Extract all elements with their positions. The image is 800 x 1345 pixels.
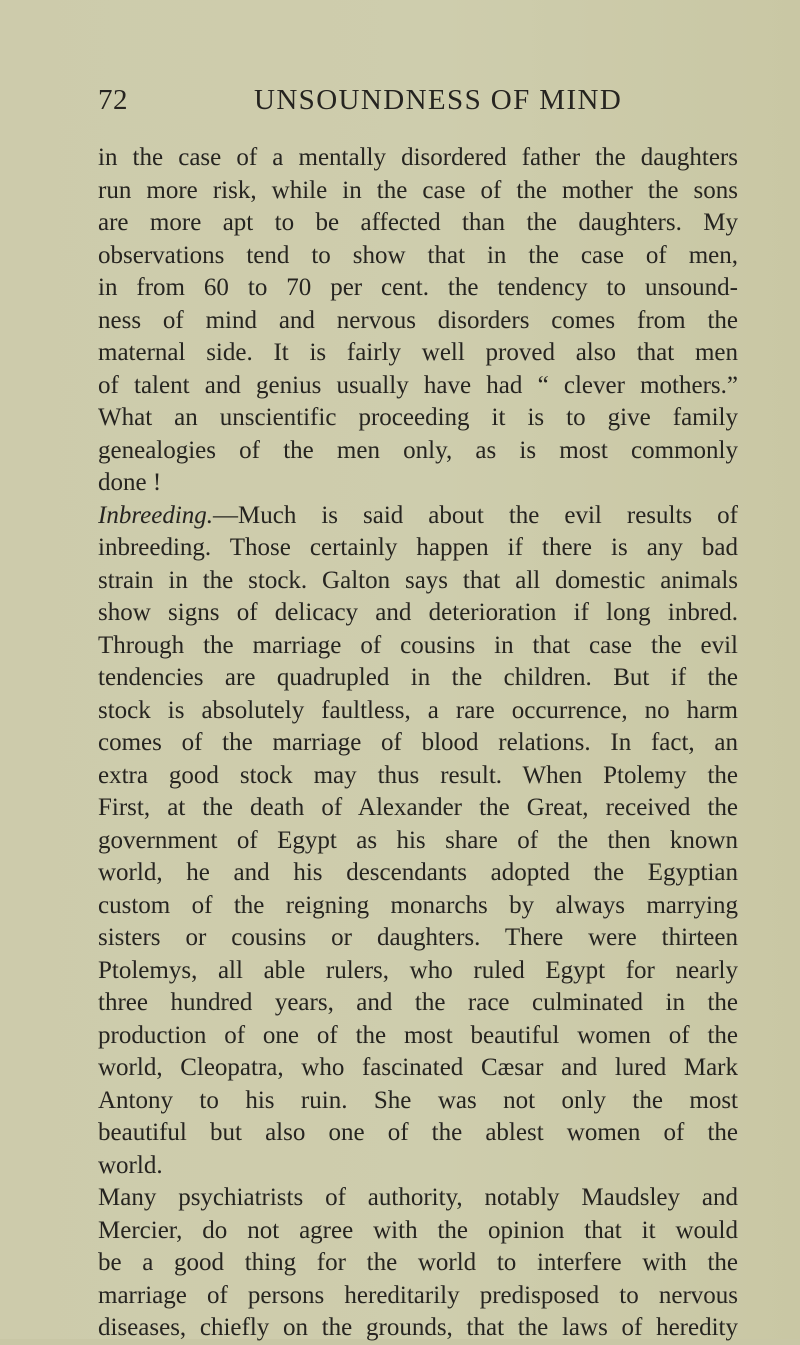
text-line: be a good thing for the world to interfere with the: [98, 1249, 738, 1276]
text-line: custom of the reigning monarchs by always marrying: [98, 891, 738, 919]
text-line: run more risk, while in the case of the mother the sons: [98, 176, 738, 204]
text-line: in the case of a mentally disordered father the daughters: [98, 144, 738, 171]
running-title: UNSOUNDNESS OF MIND: [254, 84, 623, 116]
text-line-continuation: —Much is said about the evil results of: [213, 501, 738, 529]
text-line: genealogies of the men only, as is most commonly: [98, 436, 738, 464]
text-line: world, he and his descendants adopted the Egyptian: [98, 859, 738, 886]
text-line: Mercier, do not agree with the opinion that it would: [98, 1216, 738, 1244]
text-line: inbreeding. Those certainly happen if there is any bad: [98, 534, 738, 561]
text-line: sisters or cousins or daughters. There were thirteen: [98, 924, 738, 951]
text-line: stock is absolutely faultless, a rare occurrence, no harm: [98, 696, 738, 724]
text-line: beautiful but also one of the ablest women of the: [98, 1119, 738, 1146]
text-line: ness of mind and nervous disorders comes from the: [98, 306, 738, 334]
section-lead-inbreeding: Inbreeding.: [98, 501, 214, 529]
running-head: [96, 80, 736, 120]
text-line: marriage of persons hereditarily predisposed to nervous: [98, 1281, 738, 1309]
text-line: done !: [98, 469, 162, 496]
text-line: strain in the stock. Galton says that all domestic animals: [98, 566, 738, 594]
text-line: extra good stock may thus result. When Ptolemy the: [98, 761, 738, 789]
text-line: observations tend to show that in the case of men,: [98, 241, 738, 269]
text-line: show signs of delicacy and deterioration if long inbred.: [98, 599, 738, 626]
text-line: of talent and genius usually have had “ clever mothers.”: [98, 371, 738, 399]
text-line: comes of the marriage of blood relations. In fact, an: [98, 729, 738, 756]
text-line: [98, 500, 738, 533]
text-line: Ptolemys, all able rulers, who ruled Egypt for nearly: [98, 956, 738, 984]
text-line: in from 60 to 70 per cent. the tendency to unsound-: [98, 274, 738, 301]
text-line: First, at the death of Alexander the Great, received the: [98, 794, 738, 821]
text-line: world, Cleopatra, who fascinated Cæsar and lured Mark: [98, 1054, 738, 1081]
text-line: Antony to his ruin. She was not only the most: [98, 1086, 738, 1114]
text-line: world.: [98, 1151, 163, 1179]
text-line: diseases, chiefly on the grounds, that the laws of heredity: [98, 1314, 738, 1341]
text-line: government of Egypt as his share of the then known: [98, 826, 738, 854]
text-line: production of one of the most beautiful women of the: [98, 1021, 738, 1049]
text-line: Many psychiatrists of authority, notably Maudsley and: [98, 1184, 738, 1211]
page-number: 72: [98, 84, 128, 116]
text-line: are more apt to be affected than the daughters. My: [98, 209, 738, 236]
text-line: three hundred years, and the race culminated in the: [98, 989, 738, 1016]
text-line: tendencies are quadrupled in the children. But if the: [98, 664, 738, 691]
text-line: Through the marriage of cousins in that case the evil: [98, 631, 738, 659]
body-text: [98, 142, 738, 1345]
text-line: What an unscientific proceeding it is to give family: [98, 404, 738, 431]
text-line: maternal side. It is fairly well proved also that men: [98, 339, 738, 366]
